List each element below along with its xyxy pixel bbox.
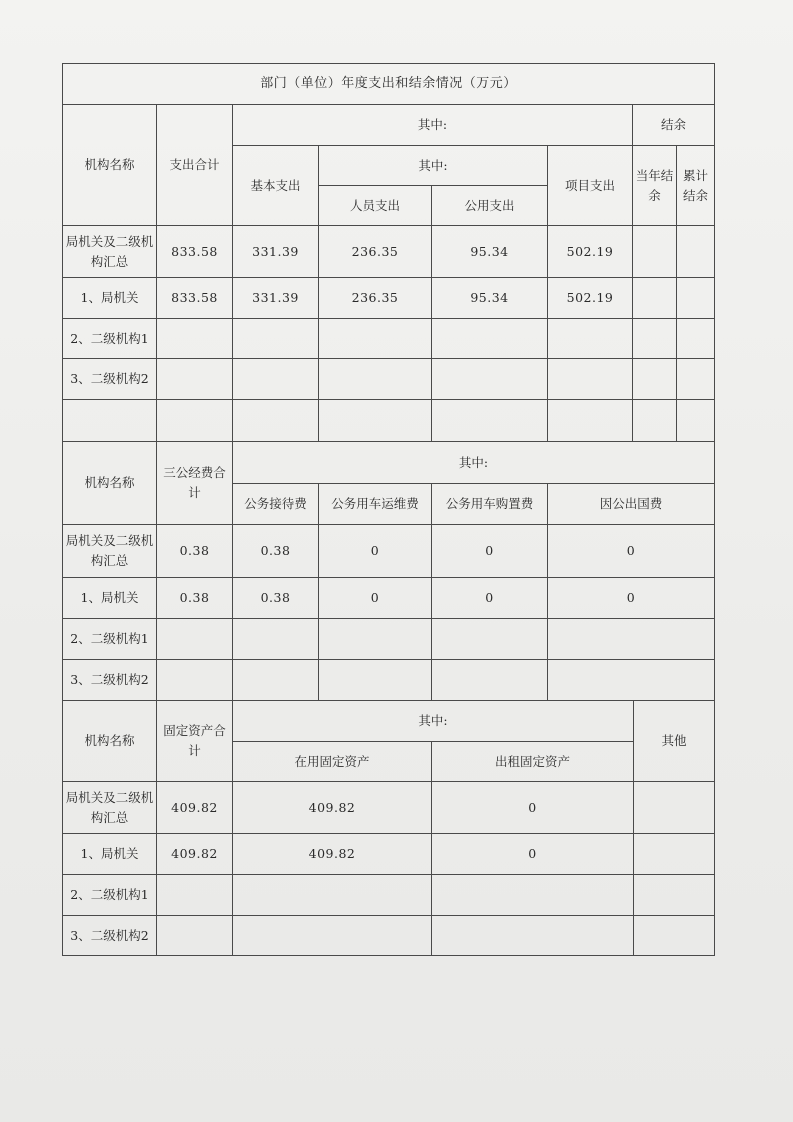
cell-total — [157, 619, 233, 660]
cell-leased — [432, 916, 634, 956]
cell-reception: 0.38 — [233, 578, 319, 619]
cell-in-use — [233, 916, 432, 956]
cell-total: 409.82 — [157, 782, 233, 834]
cell-in-use: 409.82 — [233, 834, 432, 875]
cell-reception — [233, 619, 319, 660]
cell-current-balance — [633, 359, 677, 400]
fixed-assets-table — [62, 700, 715, 956]
cell-total — [157, 660, 233, 701]
cell-public — [432, 359, 548, 400]
header-fixed-assets-total: 固定资产合计 — [157, 701, 233, 782]
cell-vehicle-maintenance — [319, 619, 432, 660]
cell-total: 0.38 — [157, 578, 233, 619]
empty-cell — [432, 400, 548, 442]
cell-total: 833.58 — [157, 278, 233, 319]
cell-vehicle-purchase: 0 — [432, 578, 548, 619]
cell-leased: 0 — [432, 834, 634, 875]
header-three-public-total: 三公经费合计 — [157, 442, 233, 525]
empty-cell — [233, 400, 319, 442]
cell-cumulative-balance — [677, 359, 715, 400]
expenditure-balance-table — [62, 63, 715, 442]
cell-public: 95.34 — [432, 278, 548, 319]
cell-basic: 331.39 — [233, 226, 319, 278]
row-name: 3、二级机构2 — [63, 359, 157, 400]
cell-leased — [432, 875, 634, 916]
row-name: 3、二级机构2 — [63, 660, 157, 701]
table-row — [63, 916, 715, 956]
cell-personnel — [319, 359, 432, 400]
cell-current-balance — [633, 319, 677, 359]
row-name: 3、二级机构2 — [63, 916, 157, 956]
table-row — [63, 226, 715, 278]
row-name: 2、二级机构1 — [63, 875, 157, 916]
table-row — [63, 782, 715, 834]
header-of-which: 其中: — [233, 105, 633, 146]
table-row — [63, 359, 715, 400]
cell-other — [634, 875, 715, 916]
cell-reception — [233, 660, 319, 701]
table-row-empty — [63, 400, 715, 442]
row-name: 1、局机关 — [63, 278, 157, 319]
header-org-name: 机构名称 — [63, 701, 157, 782]
cell-other — [634, 782, 715, 834]
header-balance: 结余 — [633, 105, 715, 146]
cell-overseas-travel: 0 — [548, 578, 715, 619]
cell-in-use — [233, 875, 432, 916]
cell-other — [634, 916, 715, 956]
table-row — [63, 278, 715, 319]
row-name: 2、二级机构1 — [63, 319, 157, 359]
table-row — [63, 319, 715, 359]
cell-total — [157, 875, 233, 916]
header-org-name: 机构名称 — [63, 442, 157, 525]
header-project-expenditure: 项目支出 — [548, 146, 633, 226]
cell-public: 95.34 — [432, 226, 548, 278]
empty-cell — [677, 400, 715, 442]
header-of-which-2: 其中: — [319, 146, 548, 186]
cell-vehicle-maintenance: 0 — [319, 525, 432, 578]
header-public-expenditure: 公用支出 — [432, 186, 548, 226]
cell-vehicle-maintenance: 0 — [319, 578, 432, 619]
cell-total — [157, 916, 233, 956]
cell-vehicle-purchase — [432, 619, 548, 660]
header-in-use-assets: 在用固定资产 — [233, 742, 432, 782]
cell-total: 0.38 — [157, 525, 233, 578]
row-name: 1、局机关 — [63, 834, 157, 875]
cell-personnel: 236.35 — [319, 278, 432, 319]
empty-cell — [633, 400, 677, 442]
cell-cumulative-balance — [677, 319, 715, 359]
cell-leased: 0 — [432, 782, 634, 834]
empty-cell — [157, 400, 233, 442]
row-name: 局机关及二级机构汇总 — [63, 525, 157, 578]
header-org-name: 机构名称 — [63, 105, 157, 226]
header-of-which: 其中: — [233, 442, 715, 484]
row-name: 局机关及二级机构汇总 — [63, 782, 157, 834]
cell-personnel — [319, 319, 432, 359]
row-name: 2、二级机构1 — [63, 619, 157, 660]
table-row — [63, 619, 715, 660]
cell-overseas-travel — [548, 619, 715, 660]
cell-basic: 331.39 — [233, 278, 319, 319]
header-other: 其他 — [634, 701, 715, 782]
cell-vehicle-purchase: 0 — [432, 525, 548, 578]
cell-basic — [233, 319, 319, 359]
cell-overseas-travel — [548, 660, 715, 701]
cell-other — [634, 834, 715, 875]
three-public-expenses-table — [62, 441, 715, 701]
cell-public — [432, 319, 548, 359]
row-name: 1、局机关 — [63, 578, 157, 619]
cell-current-balance — [633, 226, 677, 278]
cell-project — [548, 319, 633, 359]
cell-project: 502.19 — [548, 226, 633, 278]
cell-project: 502.19 — [548, 278, 633, 319]
table-row — [63, 525, 715, 578]
header-current-balance: 当年结余 — [633, 146, 677, 226]
header-overseas-travel: 因公出国费 — [548, 484, 715, 525]
cell-cumulative-balance — [677, 226, 715, 278]
cell-total: 409.82 — [157, 834, 233, 875]
empty-cell — [63, 400, 157, 442]
cell-personnel: 236.35 — [319, 226, 432, 278]
cell-basic — [233, 359, 319, 400]
cell-overseas-travel: 0 — [548, 525, 715, 578]
cell-vehicle-purchase — [432, 660, 548, 701]
header-vehicle-purchase: 公务用车购置费 — [432, 484, 548, 525]
header-reception: 公务接待费 — [233, 484, 319, 525]
cell-total — [157, 359, 233, 400]
header-leased-assets: 出租固定资产 — [432, 742, 634, 782]
table-row — [63, 834, 715, 875]
table-row — [63, 875, 715, 916]
row-name: 局机关及二级机构汇总 — [63, 226, 157, 278]
table-row — [63, 660, 715, 701]
table-row — [63, 578, 715, 619]
header-cumulative-balance: 累计结余 — [677, 146, 715, 226]
empty-cell — [548, 400, 633, 442]
header-basic-expenditure: 基本支出 — [233, 146, 319, 226]
empty-cell — [319, 400, 432, 442]
cell-total — [157, 319, 233, 359]
header-of-which: 其中: — [233, 701, 634, 742]
table-title: 部门（单位）年度支出和结余情况（万元） — [63, 64, 715, 105]
cell-current-balance — [633, 278, 677, 319]
header-total-expenditure: 支出合计 — [157, 105, 233, 226]
cell-total: 833.58 — [157, 226, 233, 278]
cell-cumulative-balance — [677, 278, 715, 319]
cell-reception: 0.38 — [233, 525, 319, 578]
cell-in-use: 409.82 — [233, 782, 432, 834]
cell-project — [548, 359, 633, 400]
header-vehicle-maintenance: 公务用车运维费 — [319, 484, 432, 525]
cell-vehicle-maintenance — [319, 660, 432, 701]
header-personnel-expenditure: 人员支出 — [319, 186, 432, 226]
